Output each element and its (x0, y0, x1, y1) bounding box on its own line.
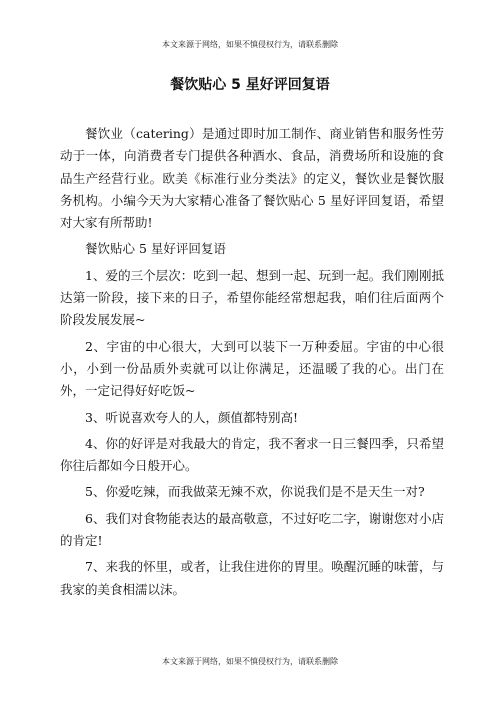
reply-item-6: 6、我们对食物能表达的最高敬意，不过好吃二字，谢谢您对小店的肯定! (60, 510, 444, 549)
document-body (60, 123, 444, 605)
intro-paragraph: 餐饮业（catering）是通过即时加工制作、商业销售和服务性劳动于一体，向消费者专门提供各种酒水、食品，消费场所和设施的食品生产经营行业。欧美《标准行业分类法》的定义，餐饮业是餐饮服务机构。小编今天为大家精心准备了餐饮贴心 5 星好评回复语，希望对大家有所帮助! (60, 126, 444, 231)
reply-item-1: 1、爱的三个层次：吃到一起、想到一起、玩到一起。我们刚刚抵达第一阶段，接下来的日子，希望你能经常想起我，咱们往后面两个阶段发展发展~ (60, 267, 444, 328)
reply-item-4: 4、你的好评是对我最大的肯定，我不奢求一日三餐四季，只希望你往后都如今日般开心。 (60, 435, 444, 474)
reply-item-2: 2、宇宙的中心很大，大到可以装下一万种委屈。宇宙的中心很小，小到一份品质外卖就可以让你满足，还温暖了我的心。出门在外，一定记得好好吃饭~ (60, 338, 444, 399)
document-title: 餐饮贴心 5 星好评回复语 (170, 77, 330, 93)
section-heading: 餐饮贴心 5 星好评回复语 (85, 241, 226, 257)
reply-item-5: 5、你爱吃辣，而我做菜无辣不欢，你说我们是不是天生一对? (85, 484, 425, 500)
reply-item-7: 7、来我的怀里，或者，让我住进你的胃里。唤醒沉睡的味蕾，与我家的美食相濡以沫。 (60, 559, 444, 597)
header-disclaimer: 本文来源于网络，如果不慎侵权行为，请联系删除 (162, 40, 338, 49)
reply-item-3: 3、听说喜欢夸人的人，颜值都特别高! (85, 409, 298, 425)
footer-disclaimer: 本文来源于网络，如果不慎侵权行为，请联系删除 (162, 657, 338, 666)
